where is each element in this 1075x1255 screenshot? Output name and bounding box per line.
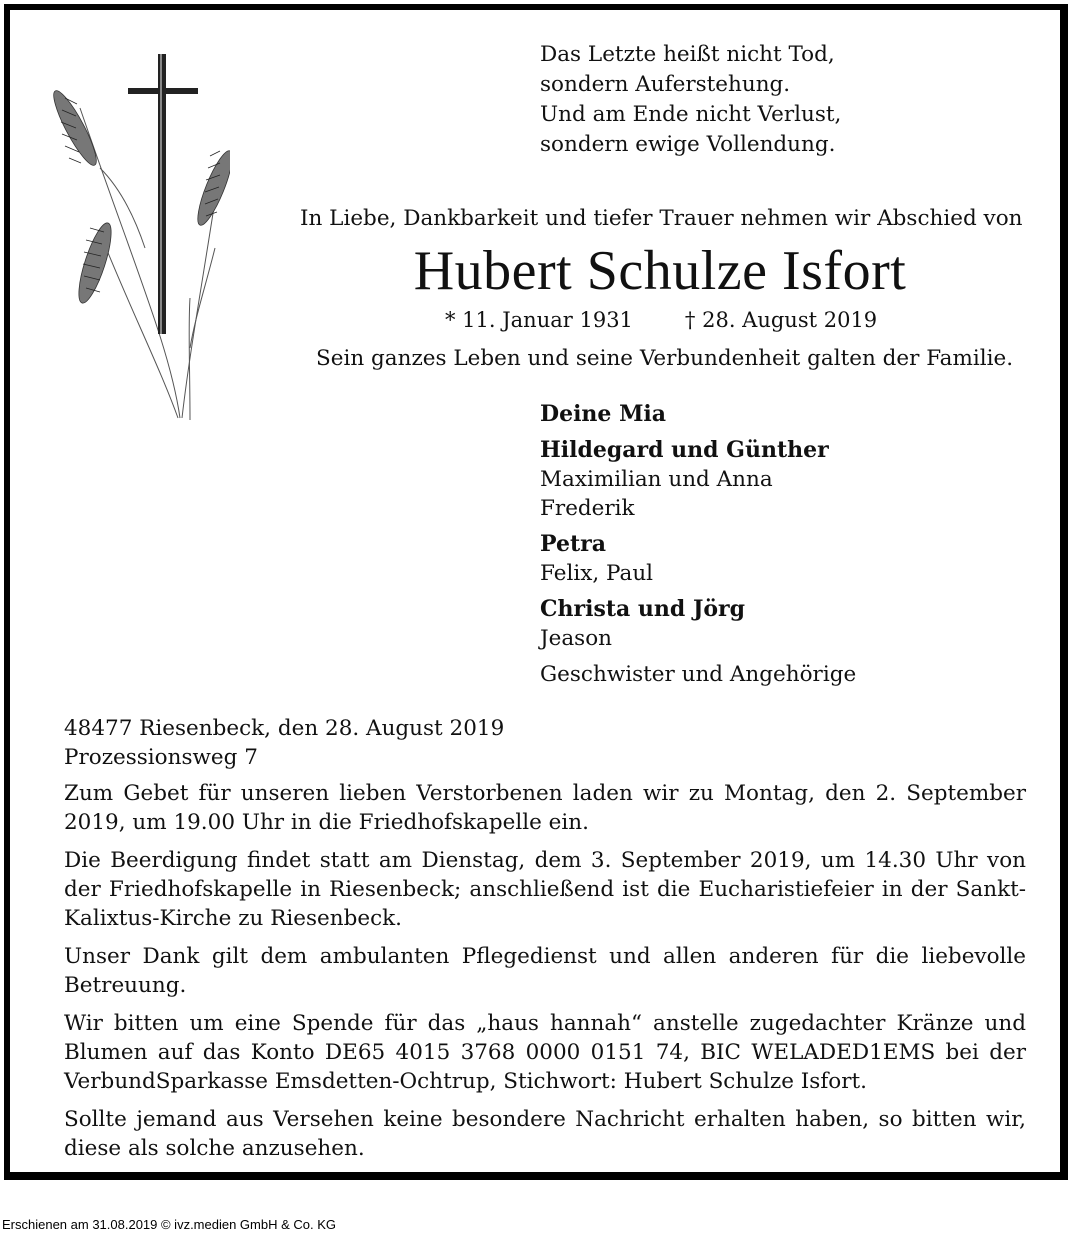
paragraph: Sollte jemand aus Versehen keine besondere Nachricht erhalten haben, so bitten wir, diese als solche anzusehen. xyxy=(64,1107,1026,1161)
intro-line: In Liebe, Dankbarkeit und tiefer Trauer nehmen wir Abschied von xyxy=(300,206,1023,231)
family-member: Deine Mia xyxy=(540,401,667,427)
poem-line: Und am Ende nicht Verlust, xyxy=(540,102,842,127)
birth-date: * 11. Januar 1931 xyxy=(445,308,633,332)
paragraph: Die Beerdigung findet statt am Dienstag, dem 3. September 2019, um 14.30 Uhr von der Friedhofskapelle in Riesenbeck; anschließend ist die Eucharistiefeier in der Sankt-Kalixtus-Kirche zu Riesenbeck. xyxy=(64,848,1026,931)
place-date: 48477 Riesenbeck, den 28. August 2019 xyxy=(64,716,505,741)
poem xyxy=(540,40,841,160)
family-member: Felix, Paul xyxy=(540,561,654,586)
street: Prozessionsweg 7 xyxy=(64,745,258,770)
family-member: Jeason xyxy=(540,626,612,651)
address xyxy=(64,714,504,772)
paragraph: Wir bitten um eine Spende für das „haus hannah“ anstelle zugedachter Kränze und Blumen auf das Konto DE65 4015 3768 0000 0151 74, BIC WELADED1EMS bei der VerbundSparkasse Emsdetten-Ochtrup, Stichwort: Hubert Schulze Isfort. xyxy=(64,1011,1026,1094)
family-member: Hildegard und Günther xyxy=(540,437,829,463)
footer-credit: Erschienen am 31.08.2019 © ivz.medien GmbH & Co. KG xyxy=(2,1217,337,1232)
paragraph: Zum Gebet für unseren lieben Verstorbenen laden wir zu Montag, den 2. September 2019, um 19.00 Uhr in die Friedhofskapelle ein. xyxy=(64,781,1026,835)
deceased-name: Hubert Schulze Isfort xyxy=(413,240,907,302)
poem-line: sondern ewige Vollendung. xyxy=(540,132,836,157)
family-member: Christa und Jörg xyxy=(540,596,746,622)
paragraph: Unser Dank gilt dem ambulanten Pflegedienst und allen anderen für die liebevolle Betreuung. xyxy=(64,944,1026,998)
obituary-frame xyxy=(4,4,1068,1180)
cross-with-wheat-icon xyxy=(40,48,230,432)
life-dates xyxy=(445,308,877,332)
tagline: Sein ganzes Leben und seine Verbundenheit galten der Familie. xyxy=(316,346,1014,371)
death-date: † 28. August 2019 xyxy=(684,308,878,332)
family-list xyxy=(540,400,856,689)
poem-line: Das Letzte heißt nicht Tod, xyxy=(540,42,835,67)
family-member: Petra xyxy=(540,531,606,557)
family-member: Maximilian und Anna xyxy=(540,467,773,492)
paragraphs xyxy=(64,779,1026,1172)
family-member: Geschwister und Angehörige xyxy=(540,662,857,687)
family-member: Frederik xyxy=(540,496,635,521)
poem-line: sondern Auferstehung. xyxy=(540,72,791,97)
